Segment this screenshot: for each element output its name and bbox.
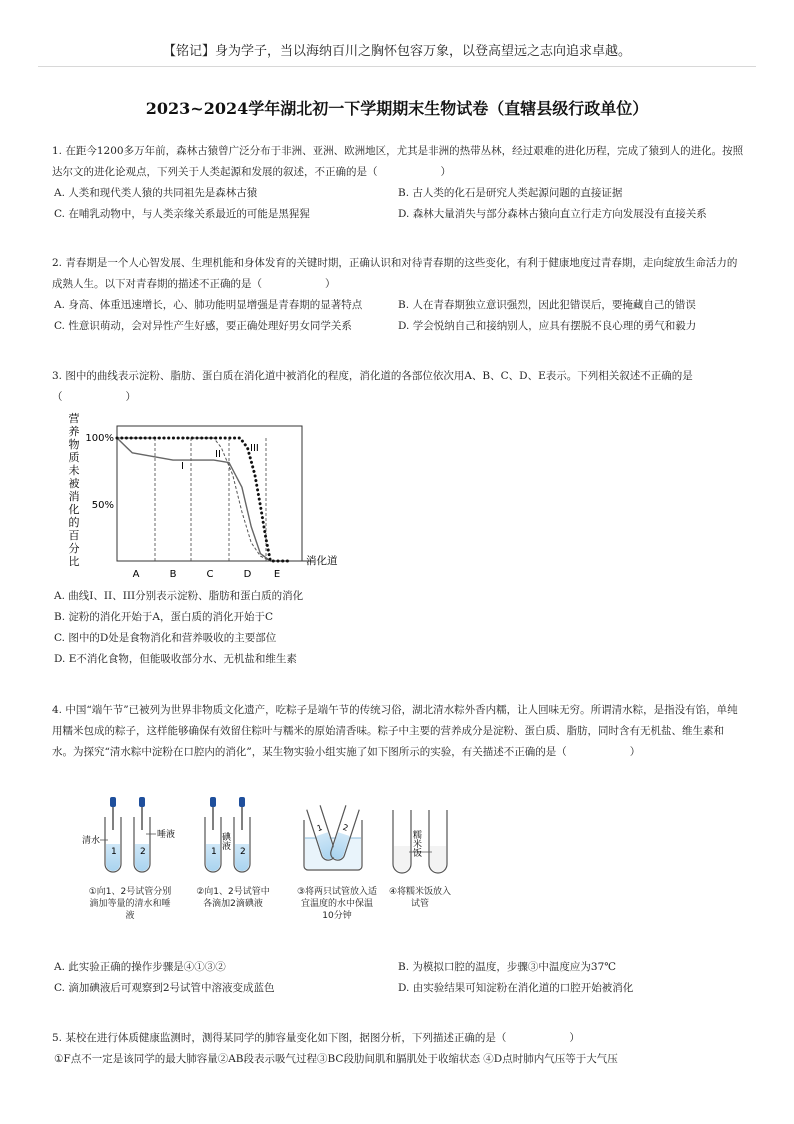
label-water: 清水: [82, 836, 101, 846]
y-axis-label-char: 比: [68, 555, 80, 568]
y-tick-100: 100%: [85, 433, 114, 444]
header-divider: [38, 66, 756, 67]
digestion-curve-chart: [52, 410, 352, 582]
question-3-option-c[interactable]: C. 图中的D处是食物消化和营养吸收的主要部位: [54, 632, 277, 644]
series-line-iii: [117, 438, 288, 561]
question-1-option-c[interactable]: C. 在哺乳动物中，与人类亲缘关系最近的可能是黑猩猩: [54, 208, 310, 220]
experiment-step-1-caption: ①向1、2号试管分别滴加等量的清水和唾液: [88, 887, 172, 921]
question-5-stem: 5. 某校在进行体质健康监测时，测得某同学的肺容量变化如下图，据图分析，下列描述正确的是（ ）: [52, 1032, 580, 1044]
x-axis-label: 消化道: [306, 555, 338, 567]
y-axis-label-char: 的: [68, 516, 80, 529]
label-iodine: 碘液: [220, 832, 230, 850]
question-3-stem: 3. 图中的曲线表示淀粉、脂肪、蛋白质在消化道中被消化的程度，消化道的各部位依次用A、B、C、D、E表示。下列相关叙述不正确的是（ ）: [52, 370, 693, 403]
series-label-iii: III: [250, 443, 259, 454]
question-1-stem: 1. 在距今1200多万年前，森林古猿曾广泛分布于非洲、亚洲、欧洲地区，尤其是非洲的热带丛林，经过艰难的进化历程，完成了猿到人的进化。按照达尔文的进化论观点，下列关于人类起源和发展的叙述，不正确的是（ ）: [52, 145, 744, 178]
series-label-i: I: [181, 461, 184, 472]
chart-y-axis-label: [69, 411, 80, 568]
chart-x-categories: [133, 569, 281, 580]
experiment-step-3: [304, 805, 362, 870]
tube-number-1: 1: [315, 823, 324, 834]
x-category-label: D: [243, 569, 252, 580]
motto-banner: 【铭记】身为学子，当以海纳百川之胸怀包容万象，以登高望远之志向追求卓越。: [162, 44, 631, 59]
question-3-option-a[interactable]: A. 曲线I、II、III分别表示淀粉、脂肪和蛋白质的消化: [54, 590, 304, 602]
question-4-option-b[interactable]: B. 为模拟口腔的温度，步骤③中温度应为37℃: [398, 961, 616, 973]
y-axis-label-char: 物: [68, 438, 80, 451]
experiment-step-4-caption: ④将糯米饭放入试管: [388, 887, 452, 909]
chart-plot-frame: [117, 426, 302, 561]
question-3-option-b[interactable]: B. 淀粉的消化开始于A，蛋白质的消化开始于C: [54, 611, 274, 623]
y-axis-label-char: 分: [68, 542, 80, 555]
y-axis-label-char: 营: [68, 412, 80, 425]
tube-1-rice: [394, 846, 410, 872]
question-2-option-d[interactable]: D. 学会悦纳自己和接纳别人，应具有摆脱不良心理的勇气和毅力: [398, 320, 697, 332]
question-2-option-a[interactable]: A. 身高、体重迅速增长，心、肺功能明显增强是青春期的显著特点: [54, 299, 363, 311]
tube-number-1: 1: [211, 847, 217, 857]
experiment-diagram: [60, 792, 480, 882]
question-1-option-d[interactable]: D. 森林大量消失与部分森林古猿向直立行走方向发展没有直接关系: [398, 208, 707, 220]
x-category-label: B: [169, 569, 177, 580]
chart-segment-dividers: [155, 438, 266, 561]
dropper-bulb-left: [110, 797, 116, 807]
dropper-bulb-right: [239, 797, 245, 807]
y-axis-label-char: 百: [68, 529, 80, 542]
experiment-step-3-caption: ③将两只试管放入适宜温度的水中保温10分钟: [296, 887, 378, 921]
x-category-label: C: [206, 569, 214, 580]
tube-2-rice: [430, 846, 446, 872]
x-category-label: A: [132, 569, 140, 580]
y-tick-50: 50%: [91, 500, 114, 511]
tube-number-2: 2: [341, 822, 350, 833]
question-2-option-c[interactable]: C. 性意识萌动，会对异性产生好感，要正确处理好男女同学关系: [54, 320, 352, 332]
question-5-statements: ①F点不一定是该同学的最大肺容量②AB段表示吸气过程③BC段肋间肌和膈肌处于收缩状态 ④D点时肺内气压等于大气压: [54, 1053, 618, 1065]
y-axis-label-char: 化: [68, 503, 80, 516]
experiment-step-2: [205, 797, 250, 872]
y-axis-label-char: 消: [68, 490, 80, 503]
y-axis-label-char: 未: [68, 464, 80, 477]
label-saliva: 唾液: [157, 830, 176, 840]
question-4-option-a[interactable]: A. 此实验正确的操作步骤是④①③②: [54, 961, 226, 973]
question-4-option-d[interactable]: D. 由实验结果可知淀粉在消化道的口腔开始被消化: [398, 982, 634, 994]
question-2-option-b[interactable]: B. 人在青春期独立意识强烈，因此犯错误后，要掩藏自己的错误: [398, 299, 696, 311]
series-line-i: [117, 438, 288, 561]
question-4-option-c[interactable]: C. 滴加碘液后可观察到2号试管中溶液变成蓝色: [54, 982, 275, 994]
y-axis-label-char: 被: [68, 477, 80, 490]
dropper-bulb-left: [210, 797, 216, 807]
question-3-option-d[interactable]: D. E不消化食物，但能吸收部分水、无机盐和维生素: [54, 653, 297, 665]
question-1-option-a[interactable]: A. 人类和现代类人猿的共同祖先是森林古猿: [54, 187, 258, 199]
dropper-bulb-right: [139, 797, 145, 807]
tube-number-2: 2: [240, 847, 246, 857]
page-title: 2023~2024学年湖北初一下学期期末生物试卷（直辖县级行政单位）: [145, 99, 649, 118]
series-label-ii: II: [215, 449, 221, 460]
question-1-option-b[interactable]: B. 古人类的化石是研究人类起源问题的直接证据: [398, 187, 623, 199]
experiment-step-2-caption: ②向1、2号试管中各滴加2滴碘液: [196, 887, 270, 909]
experiment-step-4: [393, 810, 447, 873]
tube-number-1: 1: [111, 847, 117, 857]
y-axis-label-char: 养: [68, 425, 80, 438]
tube-number-2: 2: [140, 847, 146, 857]
experiment-step-1: [82, 797, 175, 872]
chart-series: [117, 438, 288, 561]
x-category-label: E: [273, 569, 281, 580]
question-4-stem: 4. 中国“端午节”已被列为世界非物质文化遗产，吃粽子是端午节的传统习俗，湖北清水粽外香内糯，让人回味无穷。所谓清水粽，是指没有馅，单纯用糯米包成的粽子，这样能够确保有效留住粽叶与糯米的原始清香味。粽子中主要的营养成分是淀粉、蛋白质、脂肪，同时含有无机盐、维生素和水。为探究“清水粽中淀粉在口腔内的消化”，某生物实验小组实施了如下图所示的实验，有关描述不正确的是（ ）: [52, 704, 738, 758]
label-rice: 糯米饭: [411, 830, 421, 857]
y-axis-label-char: 质: [68, 451, 80, 464]
series-line-ii: [117, 438, 288, 561]
question-2-stem: 2. 青春期是一个人心智发展、生理机能和身体发育的关键时期，正确认识和对待青春期的这些变化，有利于健康地度过青春期，走向绽放生命活力的成熟人生。以下对青春期的描述不正确的是（ ）: [52, 257, 738, 290]
